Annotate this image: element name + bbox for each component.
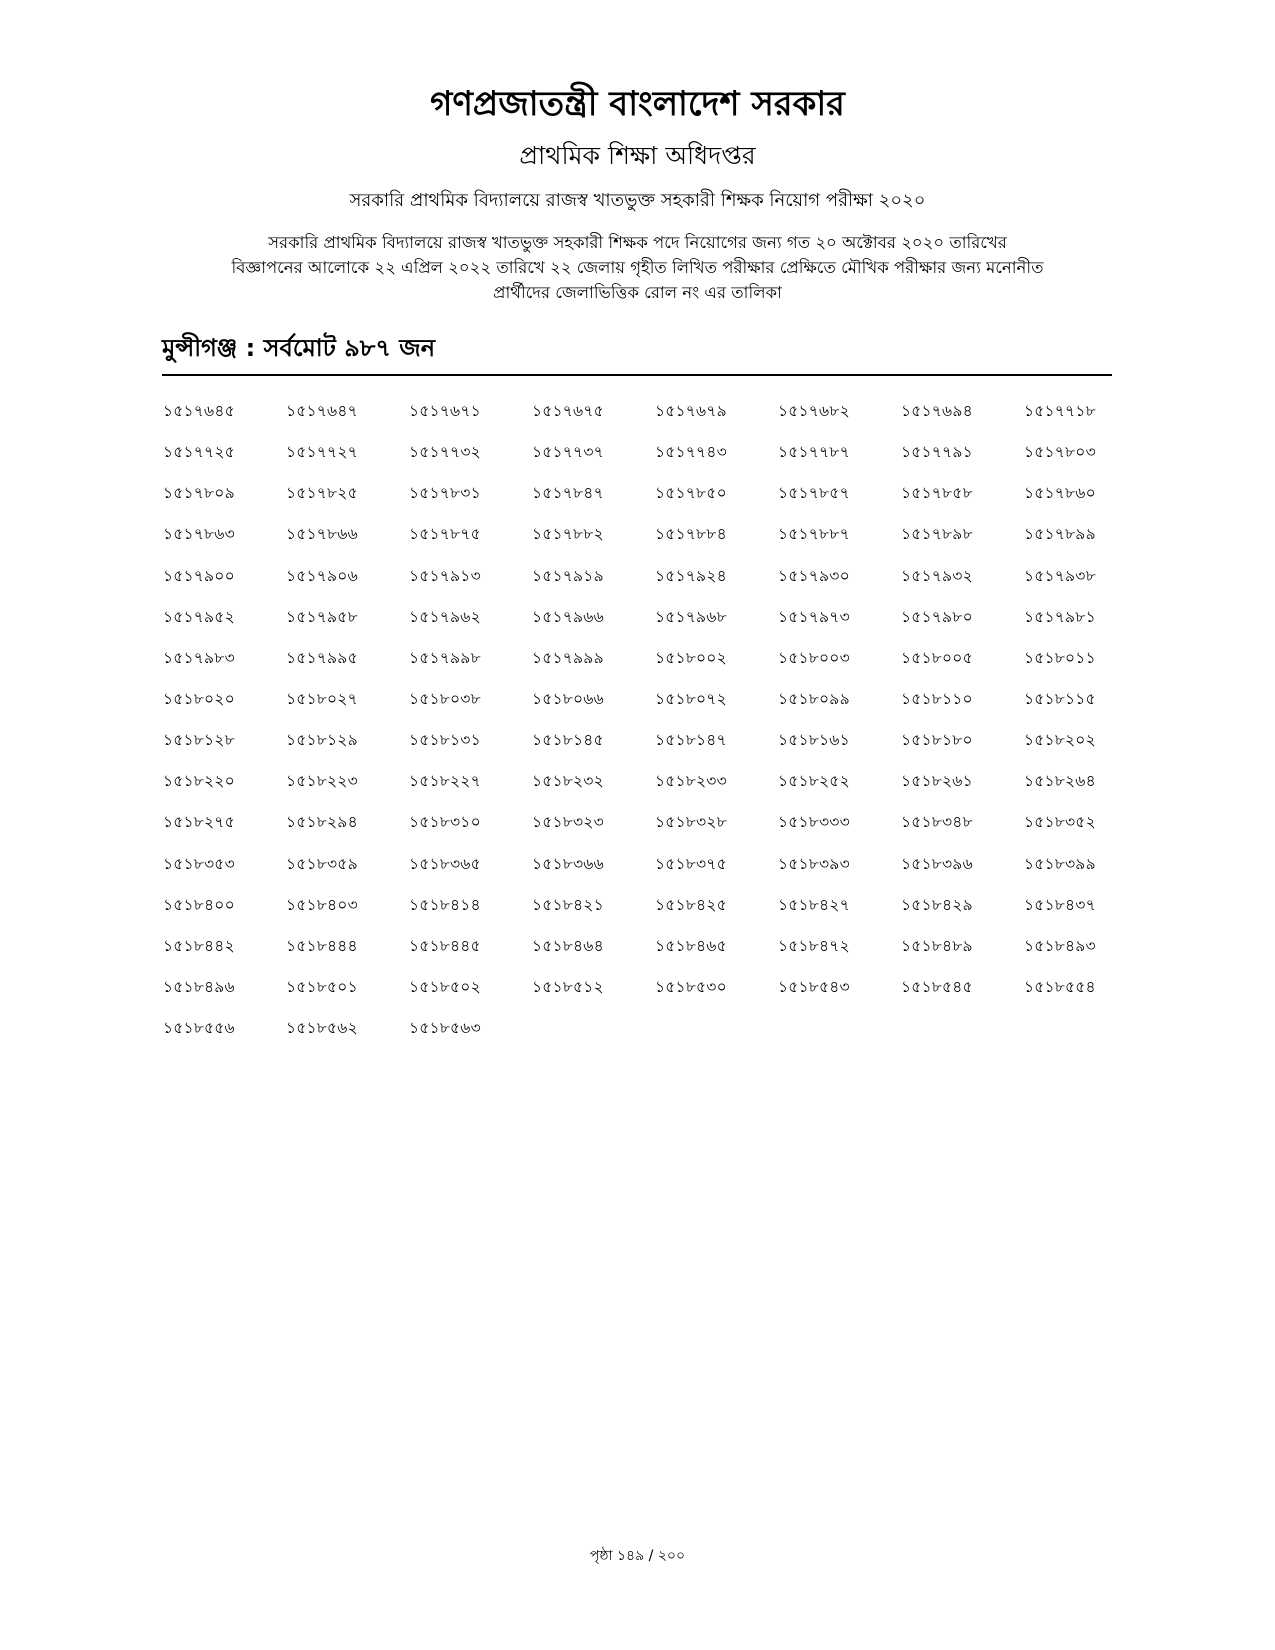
district-heading: মুন্সীগঞ্জ : সর্বমোট ৯৮৭ জন [162,334,436,362]
roll-number: ১৫১৮৩৯৩ [778,854,850,873]
roll-number: ১৫১৭৮৯৮ [901,525,973,544]
roll-number: ১৫১৭৮৮৭ [778,525,850,544]
roll-number: ১৫১৮৪৯৩ [1024,936,1096,955]
roll-number: ১৫১৮৪০৩ [286,895,358,914]
roll-number: ১৫১৮৪৯৬ [163,977,235,996]
roll-number: ১৫১৭৯৮০ [901,607,973,626]
roll-number: ১৫১৮০০৩ [778,648,850,667]
roll-number: ১৫১৮৩৫২ [1024,813,1096,832]
roll-number: ১৫১৮০৩৮ [409,689,481,708]
roll-number: ১৫১৭৯৮১ [1024,607,1096,626]
roll-number: ১৫১৭৮৭৫ [409,525,481,544]
roll-number: ১৫১৮৩৯৯ [1024,854,1096,873]
roll-number: ১৫১৮২৯৪ [286,813,358,832]
roll-number: ১৫১৮৩২৩ [532,813,604,832]
roll-number: ১৫১৮২২৩ [286,772,358,791]
roll-number: ১৫১৭৯১৯ [532,566,604,585]
roll-number-grid [163,401,1123,1059]
roll-number: ১৫১৮১১৫ [1024,689,1096,708]
roll-number: ১৫১৮০০৫ [901,648,973,667]
directorate-title: প্রাথমিক শিক্ষা অধিদপ্তর [519,141,756,170]
roll-number: ১৫১৭৭২৭ [286,443,358,462]
roll-number: ১৫১৭৭২৫ [163,443,235,462]
roll-number: ১৫১৮৪১৪ [409,895,481,914]
roll-number: ১৫১৭৬৯৪ [901,402,973,420]
notice-text [0,230,1275,305]
roll-number: ১৫১৮১৩১ [409,731,481,750]
roll-number: ১৫১৮৪৭২ [778,936,850,955]
roll-number: ১৫১৮৫৪৩ [778,977,850,996]
roll-number: ১৫১৮৩৯৬ [901,854,973,873]
roll-number: ১৫১৭৯৯৫ [286,648,358,667]
roll-number: ১৫১৭৮০৯ [163,484,235,503]
roll-number: ১৫১৭৮৬০ [1024,484,1096,503]
roll-number: ১৫১৭৯৬৬ [532,607,604,626]
roll-number: ১৫১৭৬৪৭ [286,402,358,420]
roll-number: ১৫১৭৯৬২ [409,607,481,626]
roll-number: ১৫১৮৫৬৩ [409,1019,481,1038]
roll-number: ১৫১৮৪৩৭ [1024,895,1096,914]
roll-number: ১৫১৭৯০৬ [286,566,358,585]
roll-number: ১৫১৮৪৪২ [163,936,235,955]
roll-number: ১৫১৮১৪৫ [532,731,604,750]
roll-number: ১৫১৮৫১২ [532,977,604,996]
roll-number: ১৫১৭৭৩৭ [532,443,604,462]
roll-number: ১৫১৮২৬১ [901,772,973,791]
roll-number: ১৫১৭৯৫৮ [286,607,358,626]
roll-number: ১৫১৮২২৭ [409,772,481,791]
roll-number: ১৫১৮৩৬৫ [409,854,481,873]
roll-number: ১৫১৮৩৬৬ [532,854,604,873]
roll-number: ১৫১৭৯৯৯ [532,648,604,667]
roll-number: ১৫১৮৪৪৪ [286,936,358,955]
roll-number: ১৫১৮৩৭৫ [655,854,727,873]
roll-number: ১৫১৭৯১৩ [409,566,481,585]
roll-number: ১৫১৭৭৪৩ [655,443,727,462]
heading-divider [162,374,1112,376]
roll-number: ১৫১৮০২০ [163,689,235,708]
roll-number: ১৫১৮০০২ [655,648,727,667]
roll-number: ১৫১৭৮৫৮ [901,484,973,503]
roll-number: ১৫১৮৩৫৩ [163,854,235,873]
roll-number: ১৫১৭৯৬৮ [655,607,727,626]
roll-number: ১৫১৭৮৯৯ [1024,525,1096,544]
roll-number: ১৫১৮৫৫৬ [163,1019,235,1038]
roll-number: ১৫১৮৪২৫ [655,895,727,914]
roll-number: ১৫১৮৪৪৫ [409,936,481,955]
roll-number: ১৫১৭৮৫৭ [778,484,850,503]
roll-number: ১৫১৭৮৪৭ [532,484,604,503]
roll-number: ১৫১৮১১০ [901,689,973,708]
roll-number: ১৫১৭৮২৫ [286,484,358,503]
roll-number: ১৫১৭৭৩২ [409,443,481,462]
roll-number: ১৫১৭৮৮৪ [655,525,727,544]
roll-number: ১৫১৮২৫২ [778,772,850,791]
roll-number: ১৫১৭৬৭১ [409,402,481,420]
roll-number: ১৫১৮৩৩৩ [778,813,850,832]
roll-number: ১৫১৭৭৮৭ [778,443,850,462]
roll-number: ১৫১৮১৮০ [901,731,973,750]
exam-title: সরকারি প্রাথমিক বিদ্যালয়ে রাজস্ব খাতভুক্ত সহকারী শিক্ষক নিয়োগ পরীক্ষা ২০২০ [349,190,926,211]
roll-number: ১৫১৮৩২৮ [655,813,727,832]
roll-number: ১৫১৭৯৫২ [163,607,235,626]
roll-number: ১৫১৭৯৯৮ [409,648,481,667]
roll-number: ১৫১৮৩১০ [409,813,481,832]
roll-number: ১৫১৭৭১৮ [1024,402,1096,420]
roll-number: ১৫১৮২২০ [163,772,235,791]
roll-number: ১৫১৮৪২৯ [901,895,973,914]
roll-number: ১৫১৮৫০১ [286,977,358,996]
roll-number: ১৫১৭৯২৪ [655,566,727,585]
roll-number: ১৫১৭৬৮২ [778,402,850,420]
roll-number: ১৫১৮৪০০ [163,895,235,914]
roll-number: ১৫১৮২০২ [1024,731,1096,750]
roll-number: ১৫১৮১২৯ [286,731,358,750]
roll-number: ১৫১৮২৬৪ [1024,772,1096,791]
notice-line-2: বিজ্ঞাপনের আলোকে ২২ এপ্রিল ২০২২ তারিখে ২২ জেলায় গৃহীত লিখিত পরীক্ষার প্রেক্ষিতে মৌখিক পরীক্ষার জন্য মনোনীত [231,258,1044,277]
roll-number: ১৫১৮০৯৯ [778,689,850,708]
roll-number: ১৫১৮৪৮৯ [901,936,973,955]
notice-line-1: সরকারি প্রাথমিক বিদ্যালয়ে রাজস্ব খাতভুক্ত সহকারী শিক্ষক পদে নিয়োগের জন্য গত ২০ অক্টোবর ২০২০ তারিখের [268,233,1007,252]
roll-number: ১৫১৭৬৭৫ [532,402,604,420]
roll-number: ১৫১৭৯৩৮ [1024,566,1096,585]
roll-number: ১৫১৮০১১ [1024,648,1096,667]
roll-number: ১৫১৮৫৪৫ [901,977,973,996]
roll-number: ১৫১৭৮০৩ [1024,443,1096,462]
roll-number: ১৫১৮০৬৬ [532,689,604,708]
roll-number: ১৫১৭৯৮৩ [163,648,235,667]
roll-number: ১৫১৭৬৪৫ [163,402,235,420]
roll-number: ১৫১৭৬৭৯ [655,402,727,420]
roll-number: ১৫১৮৪৬৪ [532,936,604,955]
roll-number: ১৫১৮৪৬৫ [655,936,727,955]
roll-number: ১৫১৮৩৫৯ [286,854,358,873]
roll-number: ১৫১৮০৭২ [655,689,727,708]
roll-number: ১৫১৮০২৭ [286,689,358,708]
roll-number: ১৫১৮৩৪৮ [901,813,973,832]
notice-line-3: প্রার্থীদের জেলাভিত্তিক রোল নং এর তালিকা [493,283,782,302]
roll-number: ১৫১৮১২৮ [163,731,235,750]
roll-number: ১৫১৭৮৬৩ [163,525,235,544]
roll-number: ১৫১৮১৬১ [778,731,850,750]
roll-number: ১৫১৮৫০২ [409,977,481,996]
page-number: পৃষ্ঠা ১৪৯ / ২০০ [589,1548,686,1564]
roll-number: ১৫১৮২৩৩ [655,772,727,791]
roll-number: ১৫১৮৫৫৪ [1024,977,1096,996]
roll-number: ১৫১৮৪২১ [532,895,604,914]
roll-number: ১৫১৭৮৬৬ [286,525,358,544]
roll-number: ১৫১৭৯৩০ [778,566,850,585]
roll-number: ১৫১৭৮৫০ [655,484,727,503]
roll-number: ১৫১৭৮৩১ [409,484,481,503]
roll-number: ১৫১৭৯৩২ [901,566,973,585]
roll-number: ১৫১৮২৩২ [532,772,604,791]
roll-number: ১৫১৮৫৩০ [655,977,727,996]
roll-number: ১৫১৭৮৮২ [532,525,604,544]
roll-number: ১৫১৭৯০০ [163,566,235,585]
roll-number: ১৫১৮১৪৭ [655,731,727,750]
roll-number: ১৫১৭৯৭৩ [778,607,850,626]
roll-number: ১৫১৭৭৯১ [901,443,973,462]
government-title: গণপ্রজাতন্ত্রী বাংলাদেশ সরকার [430,84,845,124]
roll-number: ১৫১৮৫৬২ [286,1019,358,1038]
roll-number: ১৫১৮২৭৫ [163,813,235,832]
roll-number: ১৫১৮৪২৭ [778,895,850,914]
